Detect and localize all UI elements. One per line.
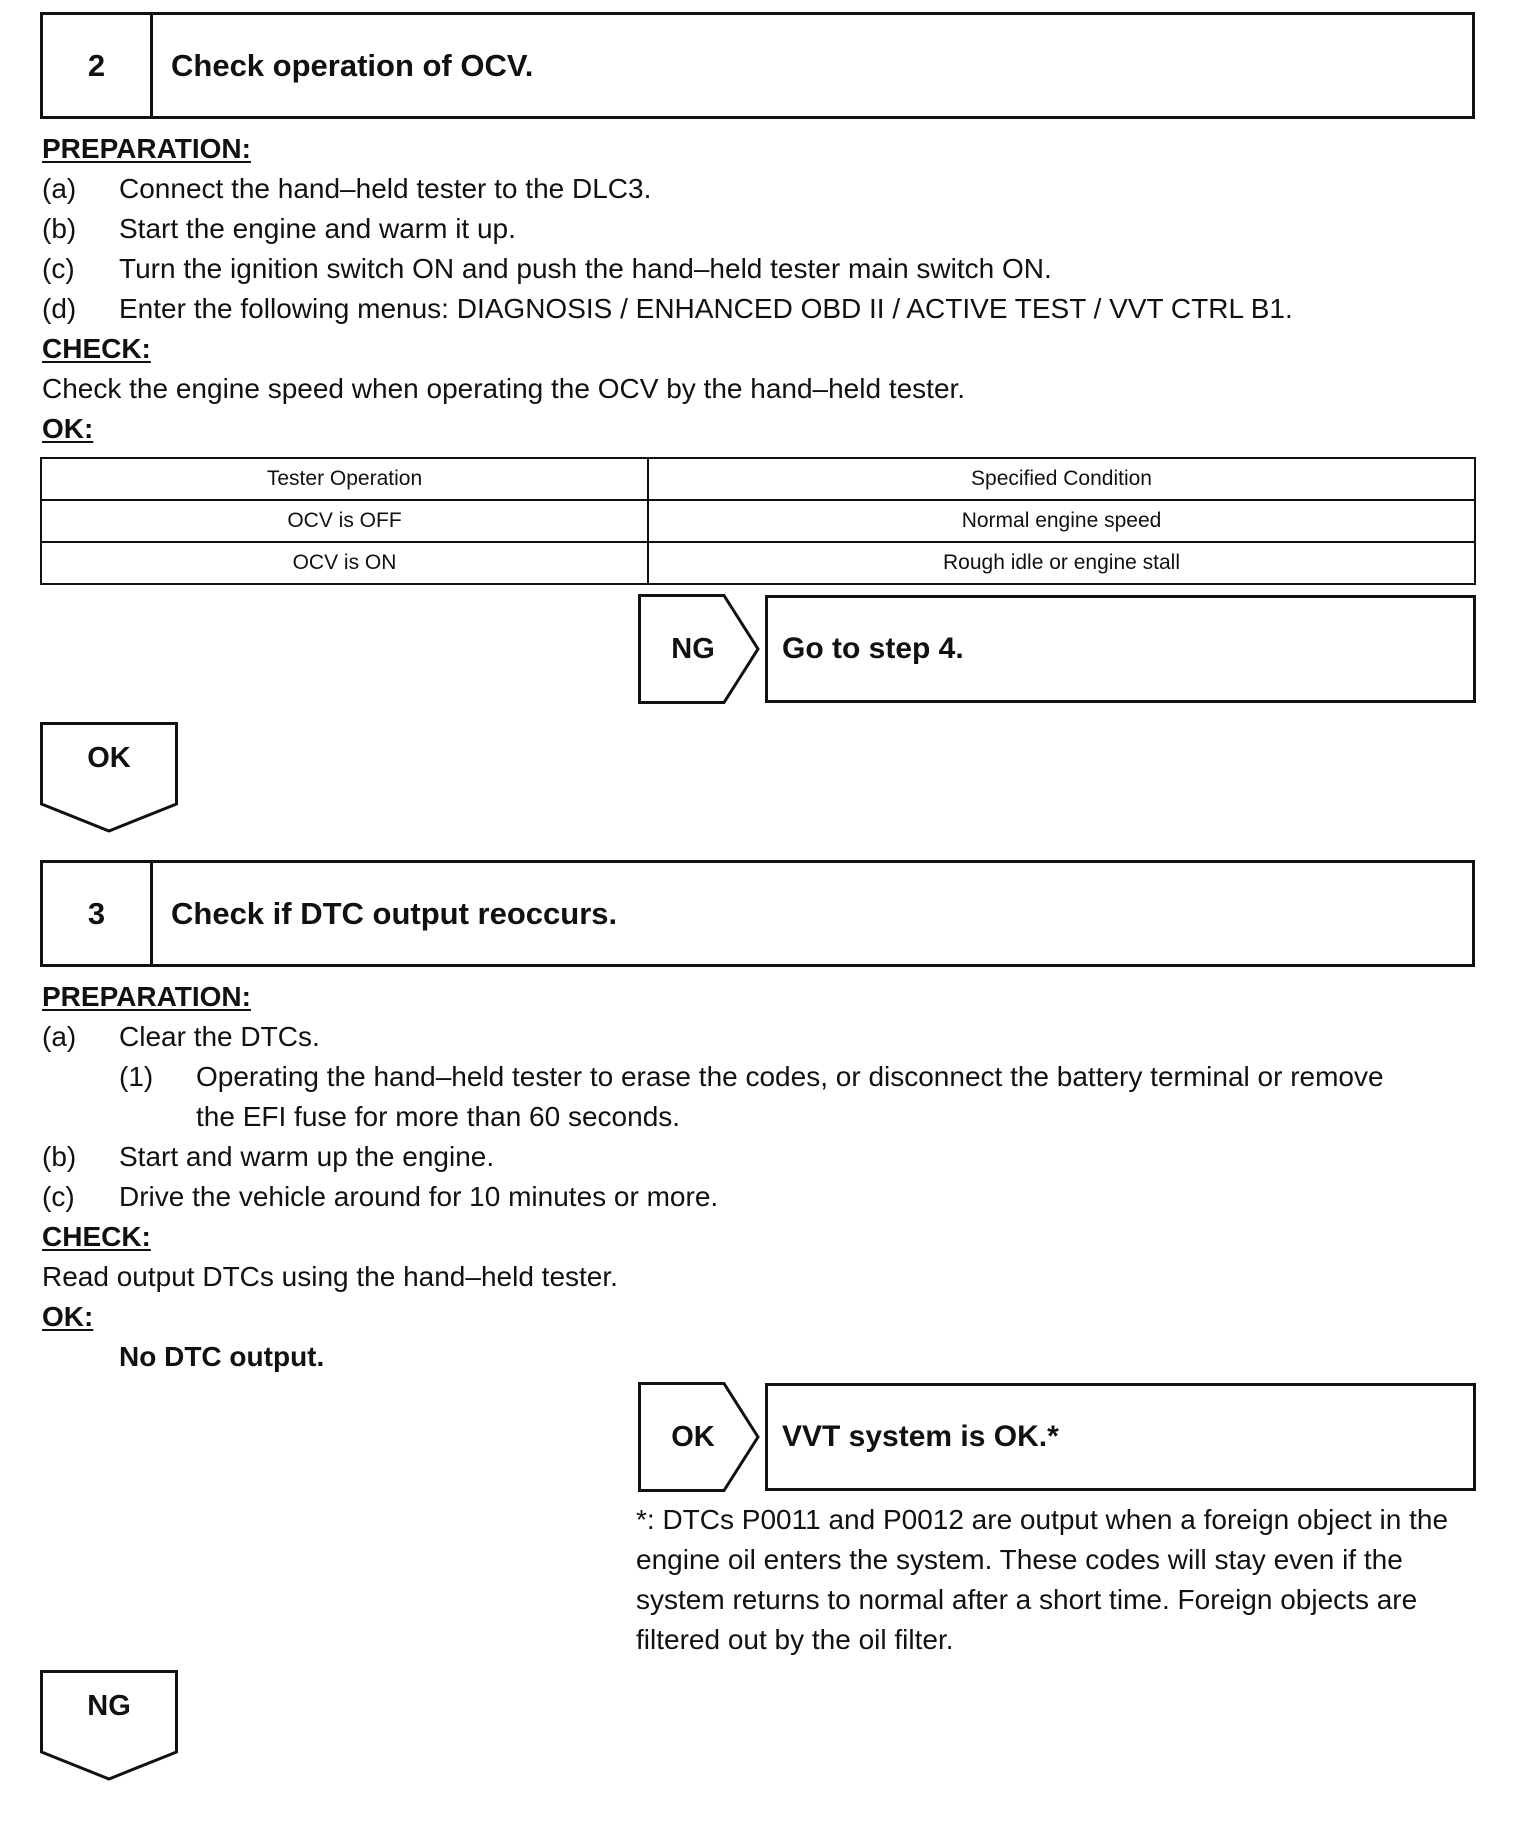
ok-tag-label: OK (671, 1420, 715, 1453)
step-3-header (40, 860, 1475, 967)
spec-table (40, 457, 1476, 585)
step-3-check-text: Read output DTCs using the hand–held tester. (42, 1261, 618, 1292)
step-3-prep-b-label: (b) (42, 1141, 77, 1172)
down-arrow-shape (40, 722, 178, 834)
step-2-preparation-heading: PREPARATION: (42, 133, 251, 164)
step-3-prep-a1-label: (1) (119, 1061, 154, 1092)
ok-arrow-tag (638, 1382, 762, 1492)
ng-result-box: Go to step 4. (765, 595, 1476, 703)
ng-tag-label: NG (671, 632, 715, 665)
step-3-preparation-heading: PREPARATION: (42, 981, 251, 1012)
ng-down-label: NG (87, 1690, 131, 1722)
step-2-prep-b-text: Start the engine and warm it up. (119, 213, 516, 244)
ok-result-box: VVT system is OK.* (765, 1383, 1476, 1491)
step-3-prep-c-text: Drive the vehicle around for 10 minutes or more. (119, 1181, 719, 1212)
step-3-number: 3 (43, 863, 153, 964)
step-2-prep-c-label: (c) (42, 253, 75, 284)
step-2-check-heading: CHECK: (42, 333, 151, 364)
table-cell: Normal engine speed (648, 500, 1475, 542)
table-row (41, 542, 1475, 584)
step-2-check-text: Check the engine speed when operating the OCV by the hand–held tester. (42, 373, 966, 404)
step-3-prep-a1-line2: the EFI fuse for more than 60 seconds. (196, 1101, 681, 1132)
step-2-header (40, 12, 1475, 119)
table-row (41, 500, 1475, 542)
step-3-check-heading: CHECK: (42, 1221, 151, 1252)
step-2-prep-a-label: (a) (42, 173, 77, 204)
table-cell: OCV is ON (41, 542, 648, 584)
step-3-prep-a-text: Clear the DTCs. (119, 1021, 320, 1052)
step-2-prep-d-text: Enter the following menus: DIAGNOSIS / ENHANCED OBD II / ACTIVE TEST / VVT CTRL B1. (119, 293, 1293, 324)
table-header-cell: Tester Operation (41, 458, 648, 500)
step-2-prep-a-text: Connect the hand–held tester to the DLC3. (119, 173, 652, 204)
step-3-title: Check if DTC output reoccurs. (171, 895, 618, 931)
step-2-title: Check operation of OCV. (171, 47, 534, 83)
down-arrow-shape (40, 1670, 178, 1782)
step-3-prep-a-label: (a) (42, 1021, 77, 1052)
table-cell: Rough idle or engine stall (648, 542, 1475, 584)
table-header-cell: Specified Condition (648, 458, 1475, 500)
step-2-ok-heading: OK: (42, 413, 94, 444)
ok-down-arrow (40, 722, 178, 834)
step-2-prep-b-label: (b) (42, 213, 77, 244)
table-header-row (41, 458, 1475, 500)
ok-down-label: OK (87, 742, 131, 774)
step-3-prep-b-text: Start and warm up the engine. (119, 1141, 495, 1172)
step-3-ok-condition: No DTC output. (119, 1341, 325, 1372)
step-3-prep-c-label: (c) (42, 1181, 75, 1212)
table-cell: OCV is OFF (41, 500, 648, 542)
footnote: *: DTCs P0011 and P0012 are output when a foreign object in the engine oil enters the system. These codes will stay even if the system returns to normal after a short time. Foreign objects are filtered out by the oil filter. (636, 1504, 1449, 1655)
step-3-prep-a1-line1: Operating the hand–held tester to erase the codes, or disconnect the battery terminal or remove (196, 1061, 1384, 1092)
step-3-ok-heading: OK: (42, 1301, 94, 1332)
ng-arrow-tag (638, 594, 762, 704)
step-2-prep-c-text: Turn the ignition switch ON and push the hand–held tester main switch ON. (119, 253, 1052, 284)
step-2-number: 2 (43, 15, 153, 116)
ng-down-arrow (40, 1670, 178, 1782)
step-2-prep-d-label: (d) (42, 293, 77, 324)
